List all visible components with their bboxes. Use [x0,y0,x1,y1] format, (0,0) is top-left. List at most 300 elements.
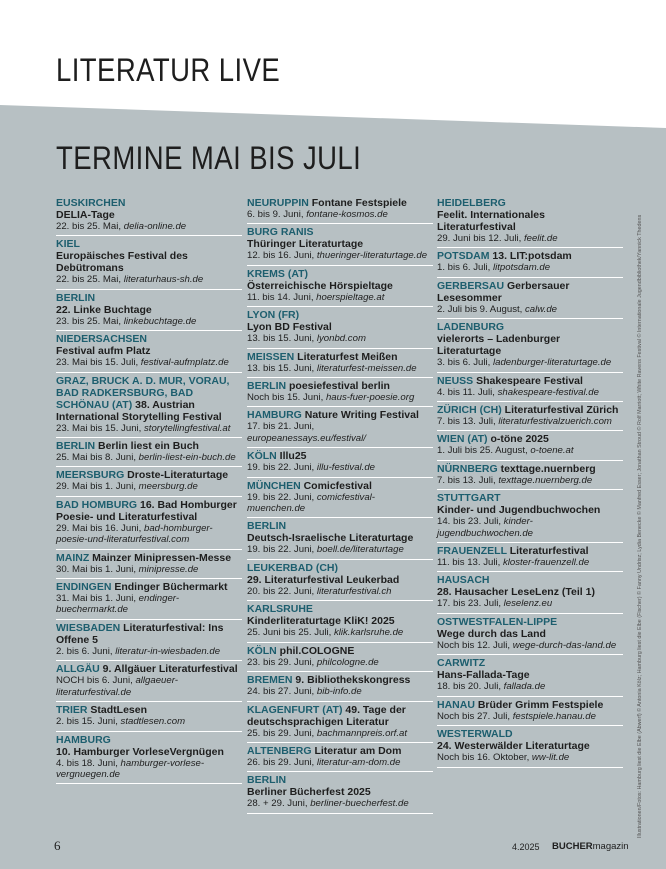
event-date: Noch bis 27. Juli, [437,710,513,722]
event-date: 12. bis 16. Juni, [247,250,317,262]
event-heading [56,238,242,250]
event-date: 23. bis 25. Mai, [56,315,124,327]
event-heading [247,309,433,321]
event-entry [56,550,242,579]
event-date: 23. Mai bis 15. Juli, [56,357,141,369]
event-heading [247,562,433,574]
event-date-line [437,598,623,609]
event-heading [56,333,242,345]
event-date-line [247,728,433,739]
event-date: 20. bis 22. Juni, [247,585,317,597]
event-date-line [247,363,433,374]
page-number: 6 [54,838,61,853]
event-url[interactable]: comicfestival-muenchen.de [247,491,375,515]
event-heading [56,197,242,209]
event-url[interactable]: shakespeare-festival.de [497,386,599,398]
event-date: 30. Mai bis 1. Juni, [56,563,139,575]
event-date: 24. bis 27. Juni, [247,686,317,698]
event-date-line [247,627,433,638]
event-url[interactable]: kinder-jugendbuchwochen.de [437,516,534,539]
event-url[interactable]: kloster-frauenzell.de [502,557,590,569]
event-city: HANAU [437,698,475,711]
event-heading [437,433,623,445]
event-entry [437,248,623,277]
event-city: BAD HOMBURG [56,498,138,511]
event-heading [247,745,433,757]
event-heading [56,734,242,746]
event-heading [56,292,242,304]
events-column-1 [56,197,242,784]
event-city: ZÜRICH (CH) [437,404,502,417]
event-url[interactable]: litpotsdam.de [493,262,551,274]
event-city: MEISSEN [247,350,295,363]
event-date: Noch bis 16. Oktober, [437,752,532,764]
event-url[interactable]: lyonbd.com [316,333,366,345]
event-date-line [56,564,242,575]
event-heading [247,603,433,615]
event-name: Kinderliteraturtage KliK! 2025 [247,615,395,628]
event-entry [247,672,433,701]
event-city: BREMEN [247,674,293,687]
brand-bold: BUCHER [552,841,593,852]
event-entry [56,702,242,731]
event-name-inline: 38. Austrian International Storytelling Festival [56,398,222,423]
event-date-line [247,757,433,768]
event-date-line [437,445,623,456]
event-date-line [56,316,242,327]
event-name-inline: Illu25 [276,450,307,463]
event-name: 24. Westerwälder Literaturtage [437,740,590,753]
event-date-line [247,292,433,303]
event-heading [247,450,433,462]
event-entry [247,349,433,378]
page-title: LITERATUR LIVE [56,52,281,88]
event-date-line [56,221,242,232]
event-entry [56,331,242,372]
event-url[interactable]: storytellingfestival.at [144,422,231,434]
event-name-inline: Endinger Büchermarkt [111,581,228,594]
event-city: MAINZ [56,551,90,564]
photo-credits: Illustrationen/Fotos: Hamburg liest die Elbe (Abwerf) © Antonia Kölz; Hamburg liest die Elbe (Fischer) © Fanny Undrisz; Lydia Benecke © Manfred Esser; Jonathan Stroud © Rolf Marriott; White Ravens Festival © Internationale Jugendbibliothek/Yannick Thedens [637,214,643,838]
event-city: NEUSS [437,374,474,387]
event-date-line [437,557,623,568]
event-url[interactable]: bachmannpreis.orf.at [316,727,407,739]
event-date-line [56,481,242,492]
event-heading [437,321,623,333]
event-city: FRAUENZELL [437,545,507,558]
event-heading [56,581,242,593]
event-date: 13. bis 15. Juni, [247,362,317,374]
event-url[interactable]: ladenburger-literaturtage.de [493,357,612,369]
event-url[interactable]: leselenz.eu [503,598,553,610]
event-city: NIEDERSACHSEN [56,333,148,346]
event-city: WIEN (AT) [437,433,488,446]
event-name: Wege durch das Land [437,627,546,640]
event-date-line [247,686,433,697]
event-date: 26. bis 29. Juni, [247,756,317,768]
event-name: Berliner Bücherfest 2025 [247,786,371,799]
event-date: 2. Juli bis 9. August, [437,303,525,315]
event-heading [437,492,623,504]
event-date: Noch bis 12. Juli, [437,639,513,651]
events-column-3 [437,197,623,768]
event-date-line [437,357,623,368]
event-date: 6. bis 9. Juni, [247,209,307,220]
event-date-line [437,516,623,539]
event-entry [56,197,242,236]
event-entry [56,497,242,550]
event-date: 1. bis 6. Juli, [437,262,493,274]
event-date-line [437,416,623,427]
event-url[interactable]: festspiele.hanau.de [512,710,596,722]
event-url[interactable]: endinger-buechermarkt.de [56,593,180,616]
event-city: MEERSBURG [56,469,125,482]
event-date: 4. bis 11. Juli, [437,386,498,398]
event-name: Lyon BD Festival [247,321,332,334]
event-date-line [437,640,623,651]
event-date-line [56,452,242,463]
event-date: 11. bis 14. Juni, [247,291,317,303]
event-city: STUTTGART [437,492,501,505]
event-city: POTSDAM [437,250,490,263]
event-city: HAUSACH [437,574,490,587]
event-heading [247,197,433,209]
event-city: TRIER [56,704,88,717]
event-name-inline: 49. Tage der deutschsprachigen Literatur [247,703,406,728]
event-heading [437,574,623,586]
event-name: 29. Literaturfestival Leukerbad [247,573,400,586]
brand-light: magazin [592,841,629,852]
event-entry [247,224,433,265]
event-heading [437,463,623,475]
event-city: KLAGENFURT (AT) [247,703,343,716]
event-date: 23. bis 29. Juni, [247,656,317,668]
event-name: Hans-Fallada-Tage [437,669,530,682]
event-heading [437,545,623,557]
event-entry [247,702,433,743]
event-entry [56,620,242,661]
event-name-inline: Gerbersauer Lesesommer [437,279,570,304]
event-url[interactable]: hoerspieltage.at [316,291,385,303]
event-name-inline: Literaturfestival Zürich [501,404,619,417]
event-url[interactable]: minipresse.de [138,563,199,575]
event-date: 2. bis 6. Juni, [56,645,116,657]
event-url[interactable]: meersburg.de [138,481,198,493]
event-date-line [247,544,433,555]
event-url[interactable]: berliner-buecherfest.de [310,798,409,810]
event-date: NOCH bis 6. Juni, [56,675,136,687]
event-city: HAMBURG [56,733,111,746]
event-date-line [247,333,433,344]
event-heading [247,520,433,532]
event-entry [56,236,242,289]
event-url[interactable]: texttage.nuernberg.de [498,474,593,486]
event-entry [437,319,623,372]
event-date: 7. bis 13. Juli, [437,474,499,486]
event-date: 11. bis 13. Juli, [437,557,503,569]
event-heading [56,375,242,423]
event-city: HAMBURG [247,409,302,422]
event-url[interactable]: festival-aufmplatz.de [140,357,229,369]
event-url[interactable]: linkebuchtage.de [123,315,197,327]
event-entry [247,197,433,224]
event-entry [437,278,623,319]
event-date-line [56,523,242,546]
event-name-inline: phil.COLOGNE [276,644,355,657]
events-column-2 [247,197,433,814]
event-heading [437,250,623,262]
event-date: 17. bis 21. Juni, [247,421,315,433]
event-url[interactable]: philcologne.de [316,656,379,668]
event-entry [247,407,433,448]
event-city: BERLIN [56,440,96,453]
event-name-inline: Nature Writing Festival [301,409,419,422]
event-heading [437,280,623,304]
event-heading [56,622,242,646]
event-url[interactable]: delia-online.de [123,221,187,232]
event-city: BURG RANIS [247,226,314,239]
event-heading [247,674,433,686]
event-date: Noch bis 15. Juni, [247,392,326,404]
event-entry [247,478,433,519]
brand-logo [552,841,629,852]
event-date: 3. bis 6. Juli, [437,357,493,369]
event-date: 19. bis 22. Juni, [247,544,317,556]
event-date-line [56,758,242,781]
event-city: KREMS (AT) [247,267,309,280]
event-heading [247,268,433,280]
event-date-line [56,274,242,285]
event-name-inline: Literatur am Dom [311,744,402,757]
event-name-inline: texttage.nuernberg [497,462,596,475]
event-name: 10. Hamburger VorleseVergnügen [56,745,224,758]
event-entry [437,572,623,613]
event-name-inline: Literaturfest Meißen [294,350,398,363]
event-name-inline: StadtLesen [87,704,148,717]
event-entry [437,490,623,543]
event-entry [56,661,242,702]
event-date-line [56,357,242,368]
event-heading [56,440,242,452]
event-date: 7. bis 13. Juli, [437,416,499,428]
event-name-inline: o-töne 2025 [487,433,549,446]
event-url[interactable]: klik.karlsruhe.de [333,627,404,639]
event-entry [437,726,623,767]
event-city: EUSKIRCHEN [56,197,126,209]
event-city: KÖLN [247,644,277,657]
event-heading [437,375,623,387]
event-entry [247,266,433,307]
event-city: ALTENBERG [247,744,312,757]
event-date-line [437,752,623,763]
event-entry [437,655,623,696]
event-url[interactable]: literaturhaus-sh.de [123,274,204,286]
event-city: BERLIN [247,520,287,533]
event-date: 23. Mai bis 15. Juni, [56,422,144,434]
event-date: 18. bis 20. Juli, [437,681,504,693]
event-name-inline: 13. LIT:potsdam [489,250,572,263]
section-title: TERMINE MAI BIS JULI [56,140,362,176]
event-date: 29. Mai bis 1. Juni, [56,481,139,493]
event-date-line [247,250,433,261]
event-heading [247,409,433,421]
event-url[interactable]: literaturfestival.ch [316,585,392,597]
event-date-line [247,798,433,809]
event-name: 22. Linke Buchtage [56,303,152,316]
event-name: Feelit. Internationales Literaturfestival [437,209,545,233]
event-heading [247,645,433,657]
event-date-line [247,657,433,668]
event-date-line [247,209,433,220]
event-heading [247,351,433,363]
event-heading [437,404,623,416]
event-url[interactable]: feelit.de [523,233,558,244]
event-entry [247,378,433,407]
event-url[interactable]: literaturfestivalzuerich.com [498,416,612,428]
event-url[interactable]: haus-fuer-poesie.org [325,392,415,404]
event-date: 2. bis 15. Juni, [56,716,121,728]
event-entry [437,431,623,460]
event-name-inline: Comicfestival [300,479,372,492]
event-name: Europäisches Festival des Debütromans [56,250,188,275]
event-heading [437,657,623,669]
event-url[interactable]: literatur-in-wiesbaden.de [115,645,221,657]
issue-date: 4.2025 [512,842,540,852]
event-entry [437,697,623,726]
event-city: NEURUPPIN [247,197,309,209]
event-entry [56,438,242,467]
event-date: 1. Juli bis 25. August, [437,445,531,457]
event-name-inline: Droste-Literaturtage [124,469,229,482]
event-entry [56,467,242,496]
event-name-inline: Berlin liest ein Buch [95,440,199,453]
event-url[interactable]: fontane-kosmos.de [306,209,388,220]
event-url[interactable]: allgaeuer-literaturfestival.de [56,675,178,698]
event-city: BERLIN [56,291,96,304]
event-date: 25. Juni bis 25. Juli, [247,627,334,639]
event-name-inline: Fontane Festspiele [308,197,407,209]
event-name: DELIA-Tage [56,209,115,221]
event-entry [247,643,433,672]
event-heading [437,616,623,628]
event-url[interactable]: europeanessays.eu/festival/ [247,432,366,444]
event-name-inline: Mainzer Minipressen-Messe [89,551,232,564]
event-city: LADENBURG [437,321,505,334]
event-entry [56,732,242,785]
event-heading [247,226,433,238]
event-heading [56,663,242,675]
event-url[interactable]: boell.de/literaturtage [316,544,404,556]
event-name-inline: Literaturfestival [506,545,589,558]
event-heading [56,469,242,481]
event-date: 19. bis 22. Juni, [247,462,317,474]
event-name: 28. Hausacher LeseLenz (Teil 1) [437,586,595,599]
event-url[interactable]: thueringer-literaturtage.de [316,250,428,262]
event-city: LYON (FR) [247,309,300,322]
event-entry [437,461,623,490]
event-heading [437,197,623,209]
event-name: Deutsch-Israelische Literaturtage [247,532,414,545]
event-city: GERBERSAU [437,279,505,292]
event-entry [437,197,623,248]
event-entry [56,373,242,438]
event-url[interactable]: o-toene.at [530,445,574,457]
event-heading [247,380,433,392]
event-city: HEIDELBERG [437,197,506,209]
event-date-line [56,423,242,434]
event-name-inline: 9. Bibliothekskongress [292,674,411,687]
event-entry [437,402,623,431]
event-date: 29. Juni bis 12. Juli, [437,233,524,244]
event-name: Thüringer Literaturtage [247,238,364,251]
event-date-line [247,462,433,473]
event-name-inline: 16. Bad Homburger Poesie- und Literaturfestival [56,498,237,523]
event-city: KÖLN [247,450,277,463]
event-url[interactable]: stadtlesen.com [120,716,186,728]
event-entry [247,743,433,772]
event-date: 19. bis 22. Juni, [247,491,317,503]
event-url[interactable]: ww-lit.de [531,752,570,764]
event-city: BERLIN [247,380,287,393]
event-date-line [437,475,623,486]
event-date-line [247,586,433,597]
event-date-line [247,421,433,444]
event-url[interactable]: illu-festival.de [316,462,375,474]
event-entry [437,373,623,402]
event-date-line [437,233,623,244]
event-heading [56,552,242,564]
event-date: 14. bis 23. Juli, [437,516,504,528]
event-entry [247,448,433,477]
event-name-inline: Literaturfestival: Ins Offene 5 [56,621,224,646]
event-url[interactable]: literatur-am-dom.de [316,756,401,768]
event-name: Österreichische Hörspieltage [247,279,393,292]
event-city: WESTERWALD [437,728,513,741]
event-city: OSTWESTFALEN-LIPPE [437,615,558,628]
event-url[interactable]: calw.de [525,303,557,315]
event-date-line [437,262,623,273]
event-city: CARWITZ [437,657,486,670]
event-name-inline: poesiefestival berlin [286,380,390,393]
event-date-line [437,711,623,722]
event-url[interactable]: wege-durch-das-land.de [512,639,617,651]
event-date-line [56,593,242,616]
event-date-line [56,716,242,727]
event-date-line [437,681,623,692]
event-date-line [247,392,433,403]
event-url[interactable]: berlin-liest-ein-buch.de [138,452,236,464]
event-url[interactable]: bib-info.de [316,686,362,698]
event-city: KIEL [56,238,80,251]
event-heading [247,704,433,728]
event-name: vielerorts – Ladenburger Literaturtage [437,333,561,358]
event-heading [247,774,433,786]
event-url[interactable]: hamburger-vorlese-vergnuegen.de [56,757,205,780]
event-date-line [437,304,623,315]
event-url[interactable]: fallada.de [503,681,546,693]
event-entry [247,560,433,601]
event-url[interactable]: bad-homburger-poesie-und-literaturfestival.com [56,522,213,546]
event-city: ENDINGEN [56,581,112,594]
event-date: 17. bis 23. Juli, [437,598,504,610]
event-date-line [56,675,242,698]
event-url[interactable]: literaturfest-meissen.de [316,362,417,374]
event-name: Festival aufm Platz [56,345,151,358]
event-date-line [437,387,623,398]
event-date: 31. Mai bis 1. Juni, [56,593,139,605]
event-entry [437,614,623,655]
event-city: BERLIN [247,774,287,787]
